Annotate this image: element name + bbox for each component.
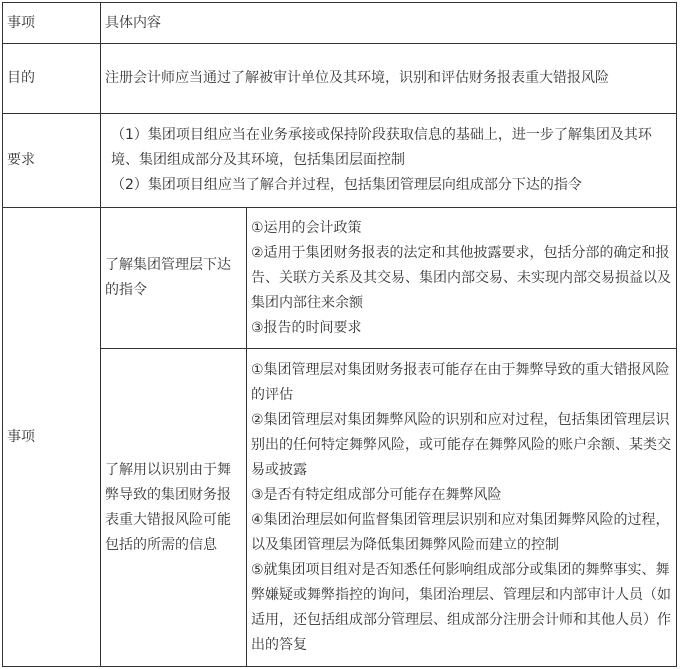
matter-items-cell [247,349,677,667]
matter-items-cell [247,208,677,349]
list-item: ②集团管理层对集团舞弊风险的识别和应对过程，包括集团管理层识别出的任何特定舞弊风险，或可能存在舞弊风险的账户余额、某类交易或披露 [251,411,671,478]
list-item: ⑤就集团项目组对是否知悉任何影响组成部分或集团的舞弊事实、舞弊嫌疑或舞弊指控的询问，集团治理层、管理层和内部审计人员（如适用，还包括组成部分管理层、组成部分注册会计师和其他人员）作出的答复 [251,561,671,653]
list-item: ③报告的时间要求 [251,319,362,336]
audit-matters-table [2,2,677,667]
matter-row-instructions [3,208,677,349]
list-item: ②适用于集团财务报表的法定和其他披露要求，包括分部的确定和报告、关联方关系及其交易、集团内部交易、未实现内部交易损益以及集团内部往来余额 [251,244,671,311]
purpose-text-cell: 注册会计师应当通过了解被审计单位及其环境，识别和评估财务报表重大错报风险 [101,44,677,114]
list-item: ③是否有特定组成部分可能存在舞弊风险 [251,486,502,503]
table-header-row [3,3,677,44]
list-item: ④集团治理层如何监督集团管理层识别和应对集团舞弊风险的过程，以及集团管理层为降低集团舞弊风险而建立的控制 [251,511,670,553]
requirements-label-cell: 要求 [3,114,101,208]
matter-row-fraud-info [3,349,677,667]
requirement-item: （2）集团项目组应当了解合并过程，包括集团管理层向组成部分下达的指令 [111,177,582,193]
requirement-item: （1）集团项目组应当在业务承接或保持阶段获取信息的基础上，进一步了解集团及其环境、集团组成部分及其环境，包括集团层面控制 [111,127,652,168]
matters-label-cell: 事项 [3,208,101,667]
purpose-label-cell: 目的 [3,44,101,114]
matter-title-cell: 了解集团管理层下达的指令 [101,208,247,349]
matter-title-cell: 了解用以识别由于舞弊导致的集团财务报表重大错报风险可能包括的所需的信息 [101,349,247,667]
list-item: ①集团管理层对集团财务报表可能存在由于舞弊导致的重大错报风险的评估 [251,361,670,403]
list-item: ①运用的会计政策 [251,219,362,236]
purpose-row [3,44,677,114]
requirements-row [3,114,677,208]
header-content-cell: 具体内容 [101,3,677,44]
requirements-text-cell [101,114,677,208]
header-matter-cell: 事项 [3,3,101,44]
